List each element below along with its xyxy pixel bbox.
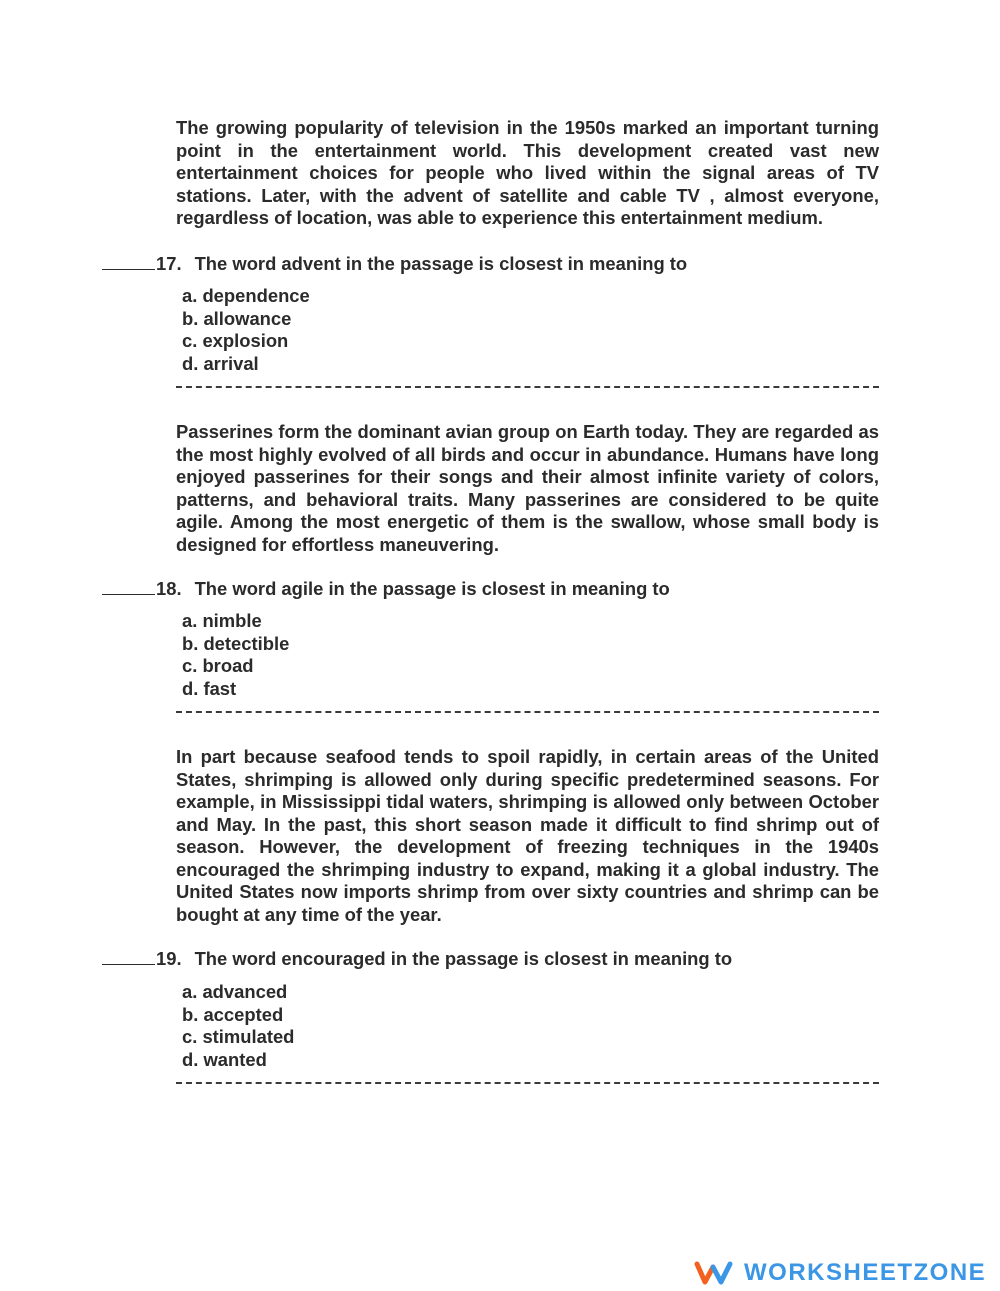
w-logo-icon xyxy=(694,1260,734,1286)
option-d[interactable]: d. arrival xyxy=(182,352,259,374)
option-b[interactable]: b. detectible xyxy=(182,632,290,654)
passage-1: The growing popularity of television in the 1950s marked an important turning point in the entertainment world. This development created vast new entertainment choices for people who lived within the signal areas of TV stations. Later, with the advent of satellite and cable TV , almost everyone, regardless of location, was able to experience this entertainment medium. xyxy=(176,117,879,228)
worksheetzone-brand[interactable] xyxy=(694,1258,986,1288)
passage-3: In part because seafood tends to spoil rapidly, in certain areas of the United States, shrimping is allowed only during specific predetermined seasons. For example, in Mississippi tidal waters, shrimping is allowed only between October and May. In the past, this short season made it difficult to find shrimp out of season. However, the development of freezing techniques in the 1940s encouraged the shrimping industry to expand, making it a global industry. The United States now imports shrimp from over sixty countries and shrimp can be bought at any time of the year. xyxy=(176,746,879,925)
answer-blank[interactable] xyxy=(102,948,155,965)
passage-2: Passerines form the dominant avian group on Earth today. They are regarded as the most highly evolved of all birds and occur in abundance. Humans have long enjoyed passerines for their songs and their almost infinite variety of colors, patterns, and behavioral traits. Many passerines are considered to be quite agile. Among the most energetic of them is the swallow, whose small body is designed for effortless maneuvering. xyxy=(176,421,879,555)
option-b[interactable]: b. accepted xyxy=(182,1003,284,1025)
option-c[interactable]: c. stimulated xyxy=(182,1026,295,1047)
question-17 xyxy=(102,253,902,275)
question-text: The word advent in the passage is closest in meaning to xyxy=(194,253,688,274)
options-list xyxy=(182,610,289,700)
option-c[interactable]: c. broad xyxy=(182,655,254,676)
divider xyxy=(176,386,879,388)
question-text: The word agile in the passage is closest in meaning to xyxy=(194,578,670,599)
option-a[interactable]: a. advanced xyxy=(182,981,288,1002)
divider xyxy=(176,711,879,713)
option-d[interactable]: d. wanted xyxy=(182,1048,267,1070)
option-a[interactable]: a. nimble xyxy=(182,610,262,631)
divider xyxy=(176,1082,879,1084)
options-list xyxy=(182,981,294,1071)
option-a[interactable]: a. dependence xyxy=(182,285,310,306)
option-b[interactable]: b. allowance xyxy=(182,307,292,329)
answer-blank[interactable] xyxy=(102,253,155,270)
answer-blank[interactable] xyxy=(102,578,155,595)
question-number: 18. xyxy=(156,578,182,599)
question-number: 19. xyxy=(156,948,182,969)
question-19 xyxy=(102,948,902,970)
brand-name: WORKSHEETZONE xyxy=(744,1259,987,1286)
option-c[interactable]: c. explosion xyxy=(182,330,289,351)
question-number: 17. xyxy=(156,253,182,274)
options-list xyxy=(182,285,310,375)
question-text: The word encouraged in the passage is closest in meaning to xyxy=(194,948,733,969)
question-18 xyxy=(102,578,902,600)
option-d[interactable]: d. fast xyxy=(182,677,237,699)
